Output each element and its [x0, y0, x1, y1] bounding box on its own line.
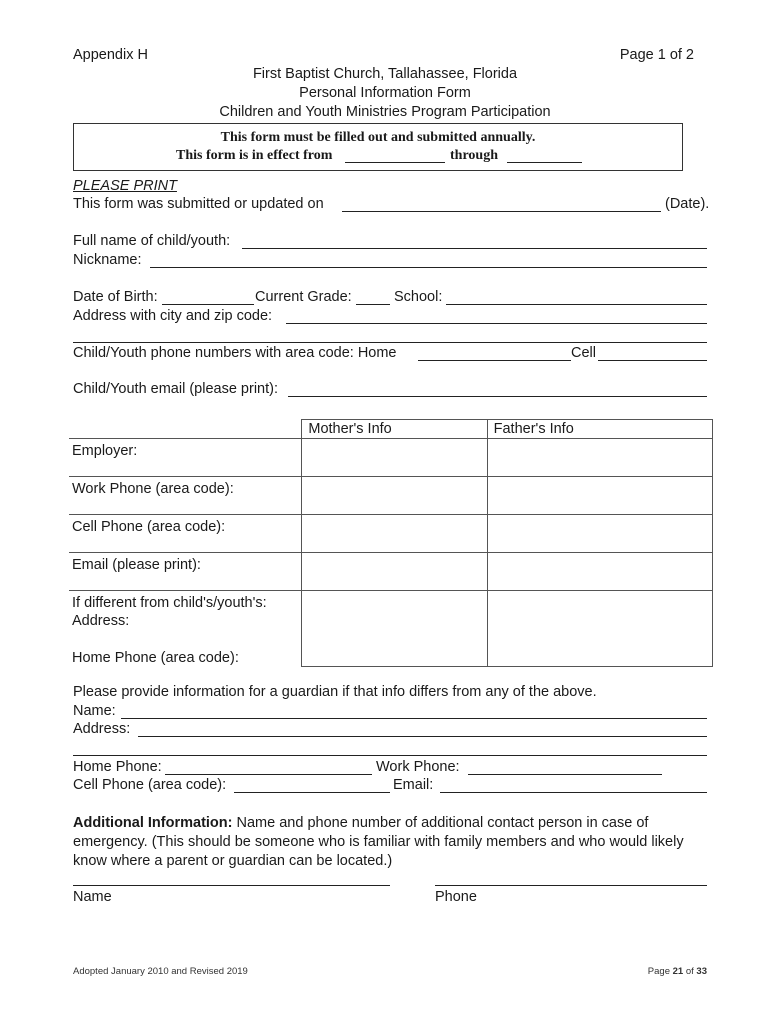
phone-cell-label: Cell	[571, 345, 596, 361]
guardian-email-field[interactable]	[440, 792, 707, 793]
effective-from-field[interactable]	[345, 162, 445, 163]
guardian-work-phone-label: Work Phone:	[376, 759, 460, 775]
form-title: Personal Information Form	[299, 85, 471, 101]
footer-page-prefix: Page	[647, 966, 670, 977]
table-corner	[69, 420, 302, 439]
footer-page-of: of	[685, 966, 694, 977]
notice-through-label: through	[450, 148, 498, 163]
mother-employer-cell[interactable]	[302, 439, 487, 477]
submitted-date-field[interactable]	[342, 211, 661, 212]
different-label-line2: Address:	[72, 613, 130, 629]
mother-cell-phone-cell[interactable]	[302, 515, 487, 553]
guardian-cell-phone-label: Cell Phone (area code):	[73, 777, 227, 793]
dob-label: Date of Birth:	[73, 289, 158, 305]
guardian-name-label: Name:	[73, 703, 116, 719]
additional-info-line1	[73, 815, 648, 831]
phone-home-label: Child/Youth phone numbers with area code: Home	[73, 345, 397, 361]
full-name-field[interactable]	[242, 248, 707, 249]
footer-page-num: 21	[672, 966, 684, 977]
please-print-heading: PLEASE PRINT	[73, 178, 177, 194]
table-row	[69, 553, 713, 591]
nickname-field[interactable]	[150, 267, 707, 268]
contact-phone-caption: Phone	[435, 889, 477, 905]
submitted-label: This form was submitted or updated on	[73, 196, 324, 212]
guardian-name-field[interactable]	[121, 718, 707, 719]
additional-info-heading: Additional Information:	[73, 815, 233, 831]
parents-info-table	[69, 419, 713, 667]
additional-info-text2: emergency. (This should be someone who is familiar with family members and who would likely	[73, 834, 684, 850]
address-field-line1[interactable]	[286, 323, 707, 324]
nickname-label: Nickname:	[73, 252, 142, 268]
cell-phone-label: Cell Phone (area code):	[69, 515, 302, 553]
guardian-intro: Please provide information for a guardian if that info differs from any of the above.	[73, 684, 597, 700]
church-title: First Baptist Church, Tallahassee, Florida	[252, 66, 518, 82]
father-email-cell[interactable]	[487, 553, 712, 591]
father-work-phone-cell[interactable]	[487, 477, 712, 515]
table-row	[69, 591, 713, 667]
contact-name-caption: Name	[73, 889, 112, 905]
employer-label: Employer:	[69, 439, 302, 477]
notice-line1: This form must be filled out and submitted annually.	[220, 130, 536, 145]
program-title: Children and Youth Ministries Program Participation	[219, 104, 551, 120]
email-label: Child/Youth email (please print):	[73, 381, 278, 397]
contact-name-field[interactable]	[73, 885, 390, 886]
father-employer-cell[interactable]	[487, 439, 712, 477]
effective-through-field[interactable]	[507, 162, 582, 163]
address-field-line2[interactable]	[73, 342, 707, 343]
mother-column-header: Mother's Info	[302, 420, 487, 439]
mother-work-phone-cell[interactable]	[302, 477, 487, 515]
father-cell-phone-cell[interactable]	[487, 515, 712, 553]
phone-cell-field[interactable]	[598, 360, 707, 361]
phone-home-field[interactable]	[418, 360, 571, 361]
home-phone-label: Home Phone (area code):	[72, 650, 239, 666]
guardian-home-phone-label: Home Phone:	[73, 759, 162, 775]
page-indicator: Page 1 of 2	[619, 47, 694, 63]
school-label: School:	[394, 289, 443, 305]
guardian-home-phone-field[interactable]	[165, 774, 372, 775]
guardian-email-label: Email:	[393, 777, 434, 793]
guardian-work-phone-field[interactable]	[468, 774, 662, 775]
full-name-label: Full name of child/youth:	[73, 233, 231, 249]
guardian-cell-phone-field[interactable]	[234, 792, 390, 793]
school-field[interactable]	[446, 304, 707, 305]
email-field[interactable]	[288, 396, 707, 397]
mother-address-cell[interactable]	[302, 591, 487, 667]
grade-label: Current Grade:	[255, 289, 352, 305]
different-address-label	[69, 591, 302, 667]
father-address-cell[interactable]	[487, 591, 712, 667]
email-print-label: Email (please print):	[69, 553, 302, 591]
mother-email-cell[interactable]	[302, 553, 487, 591]
father-column-header: Father's Info	[487, 420, 712, 439]
guardian-address-field-line2[interactable]	[73, 755, 707, 756]
address-label: Address with city and zip code:	[73, 308, 273, 324]
notice-effective-label: This form is in effect from	[176, 148, 333, 163]
grade-field[interactable]	[356, 304, 390, 305]
dob-field[interactable]	[162, 304, 254, 305]
footer-page-total: 33	[696, 966, 707, 977]
appendix-label: Appendix H	[73, 47, 148, 63]
guardian-address-label: Address:	[73, 721, 131, 737]
table-row	[69, 515, 713, 553]
additional-info-text1: Name and phone number of additional contact person in case of	[236, 815, 649, 831]
table-row	[69, 477, 713, 515]
different-label-line1: If different from child's/youth's:	[72, 595, 267, 611]
date-suffix-label: (Date).	[665, 196, 710, 212]
table-row	[69, 439, 713, 477]
contact-phone-field[interactable]	[435, 885, 707, 886]
footer-page-number	[648, 966, 707, 977]
work-phone-label: Work Phone (area code):	[69, 477, 302, 515]
guardian-address-field-line1[interactable]	[138, 736, 707, 737]
additional-info-text3: know where a parent or guardian can be located.)	[73, 853, 393, 869]
footer-adopted: Adopted January 2010 and Revised 2019	[73, 966, 248, 977]
